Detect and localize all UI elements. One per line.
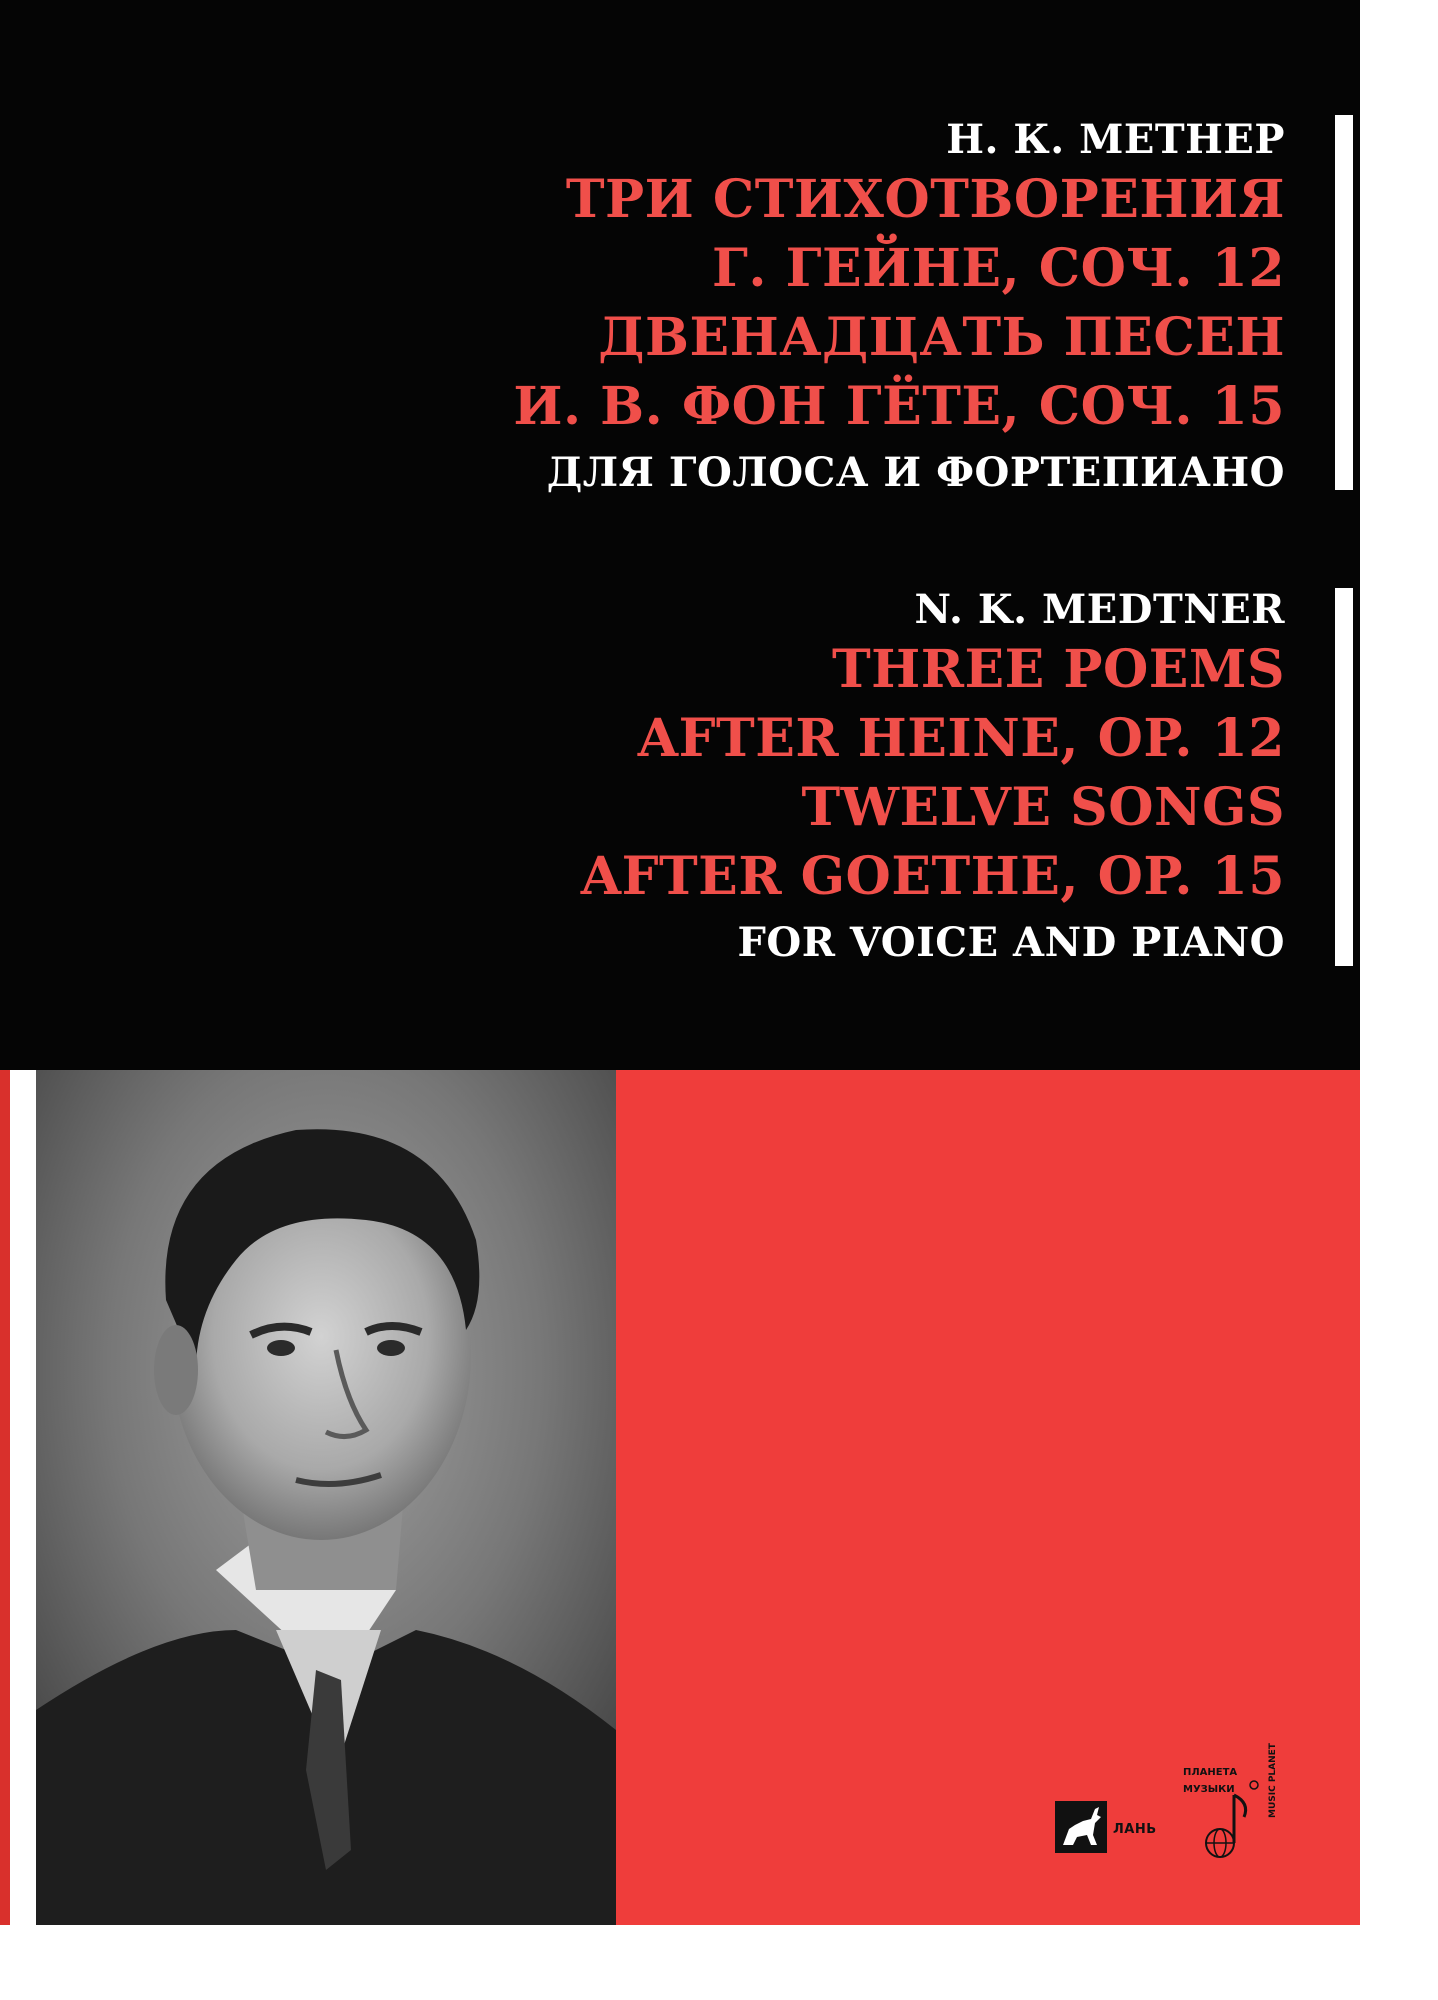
english-title-line-1: THREE POEMS [831, 639, 1285, 700]
white-edge-stripe [10, 1070, 36, 1925]
red-edge-stripe [0, 1070, 10, 1925]
english-title-line-4: AFTER GOETHE, OP. 15 [580, 846, 1285, 907]
russian-subtitle: ДЛЯ ГОЛОСА И ФОРТЕПИАНО [546, 449, 1285, 496]
english-vertical-bar [1335, 588, 1353, 966]
lan-logo-text: ЛАНЬ [1113, 1822, 1157, 1837]
english-subtitle: FOR VOICE AND PIANO [737, 919, 1285, 966]
planet-logo-line-2: МУЗЫКИ [1183, 1784, 1235, 1795]
russian-title-line-2: Г. ГЕЙНЕ, СОЧ. 12 [712, 238, 1285, 299]
russian-title-line-1: ТРИ СТИХОТВОРЕНИЯ [565, 169, 1285, 230]
planet-logo-line-1: ПЛАНЕТА [1183, 1767, 1238, 1778]
english-author: N. K. MEDTNER [914, 586, 1285, 633]
russian-vertical-bar [1335, 115, 1353, 490]
russian-title-block [513, 115, 1285, 503]
english-title-block [581, 585, 1285, 973]
english-title-line-2: AFTER HEINE, OP. 12 [637, 708, 1285, 769]
russian-title-line-4: И. В. ФОН ГЁТЕ, СОЧ. 15 [513, 376, 1285, 437]
portrait-illustration [36, 1070, 616, 1925]
english-title-line-3: TWELVE SONGS [801, 777, 1285, 838]
russian-author: Н. К. МЕТНЕР [946, 116, 1285, 163]
music-planet-text: MUSIC PLANET [1268, 1743, 1278, 1818]
music-note-globe-icon [1180, 1765, 1300, 1875]
composer-portrait-photo [36, 1070, 616, 1925]
russian-title-line-3: ДВЕНАДЦАТЬ ПЕСЕН [598, 307, 1285, 368]
